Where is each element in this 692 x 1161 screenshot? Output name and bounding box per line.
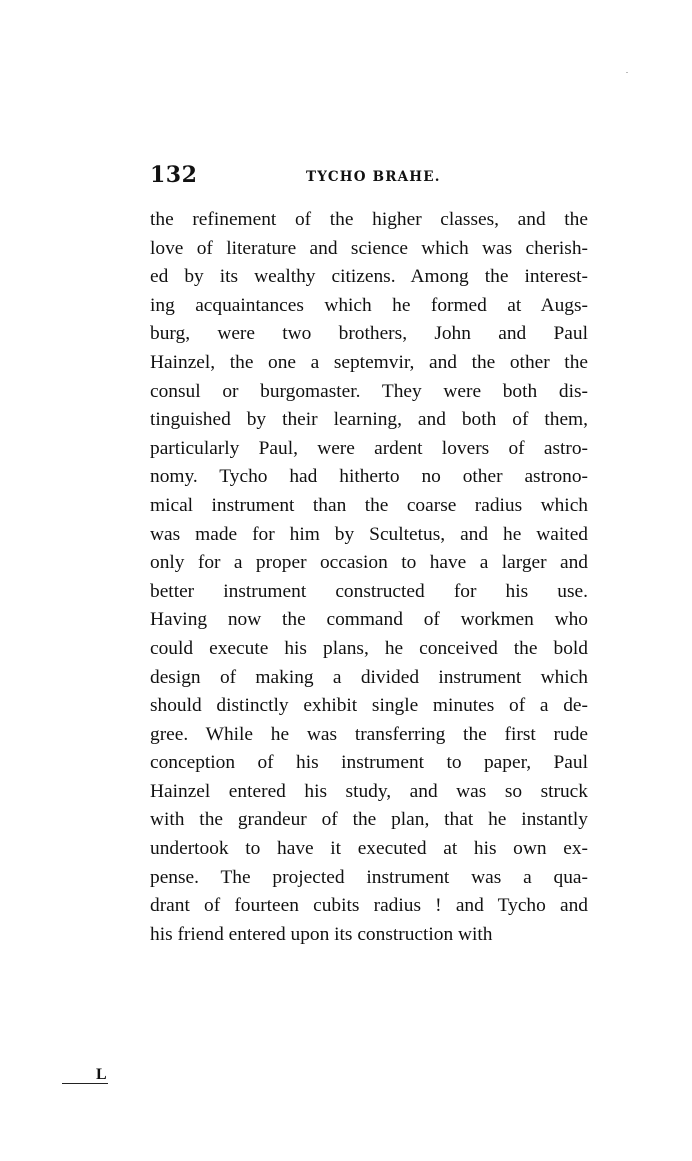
text-line: burg, were two brothers, John and Paul [150,323,588,345]
text-line: was made for him by Scultetus, and he waited [150,523,588,545]
text-line: pense. The projected instrument was a qua- [150,866,588,888]
running-head: TYCHO BRAHE. [306,169,441,185]
text-line: ed by its wealthy citizens. Among the interest- [150,266,588,288]
signature-mark [62,1066,110,1086]
paper-speck [626,72,628,73]
text-line: only for a proper occasion to have a larger and [150,552,588,574]
body-text [150,206,588,949]
page-header [150,160,590,194]
text-line: consul or burgomaster. They were both dis- [150,380,588,402]
text-line: Having now the command of workmen who [150,609,588,631]
text-line: gree. While he was transferring the first rude [150,723,588,745]
text-line: the refinement of the higher classes, and the [150,209,588,230]
text-line: Hainzel entered his study, and was so struck [150,780,588,802]
text-line: tinguished by their learning, and both of them, [150,409,588,431]
text-line: with the grandeur of the plan, that he instantly [150,809,588,831]
text-line: mical instrument than the coarse radius which [150,494,588,516]
text-line: undertook to have it executed at his own ex- [150,838,588,860]
text-line: his friend entered upon its construction with [150,923,493,945]
page-number: 132 [150,162,198,188]
text-line: could execute his plans, he conceived the bold [150,637,588,659]
text-line: Hainzel, the one a septemvir, and the other the [150,351,588,373]
text-line: conception of his instrument to paper, Paul [150,752,588,774]
text-line: particularly Paul, were ardent lovers of astro- [150,437,588,459]
text-line: design of making a divided instrument which [150,666,588,688]
text-line: drant of fourteen cubits radius ! and Tycho and [150,895,588,917]
text-line: better instrument constructed for his use. [150,580,588,602]
text-line: should distinctly exhibit single minutes of a de- [150,695,588,717]
text-line: ing acquaintances which he formed at Augs- [150,294,588,316]
text-line: nomy. Tycho had hitherto no other astrono- [150,466,588,488]
signature-letter: L [96,1066,107,1083]
text-line: love of literature and science which was cherish- [150,237,588,259]
